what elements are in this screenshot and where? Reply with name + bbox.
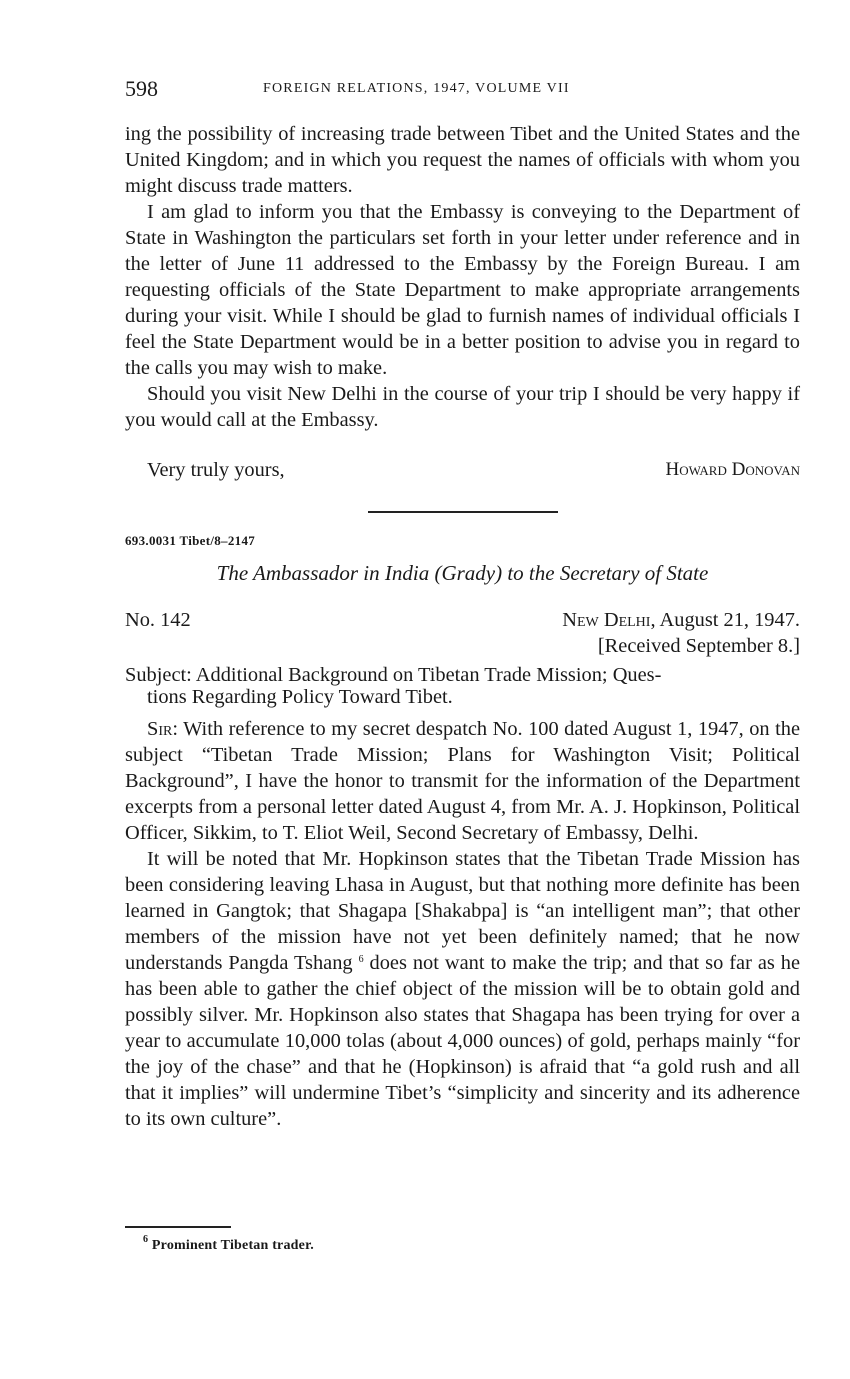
page-header — [125, 76, 800, 104]
despatch-paragraph-text: With reference to my secret despatch No. 100 dated August 1, 1947, on the subject “Tibetan Trade Mission; Plans for Washington Visit; Political Background”, I have the honor to transmit for the information of the Department excerpts from a personal letter dated August 4, from Mr. A. J. Hopkinson, Political Officer, Sikkim, to T. Eliot Weil, Second Secretary of Embassy, Delhi. — [125, 718, 800, 844]
despatch-paragraph — [125, 716, 800, 846]
letter-closing — [125, 459, 800, 485]
letter-paragraph: Should you visit New Delhi in the course of your trip I should be very happy if you would call at the Embassy. — [125, 383, 800, 431]
despatch-paragraph-text: does not want to make the trip; and that so far as he has been able to gather the chief object of the mission will be to obtain gold and possibly silver. Mr. Hopkinson also states that Shagapa has been trying for over a year to accumulate 10,000 tolas (about 4,000 ounces) of gold, perhaps mainly “for the joy of the chase” and that he (Hopkinson) is afraid that “a gold rush and all that it implies” will undermine Tibet’s “simplicity and sincerity and its adherence to its own culture”. — [125, 952, 801, 1130]
footnote-divider — [125, 1226, 231, 1228]
section-divider — [368, 511, 558, 513]
dateline-date: August 21, 1947. — [655, 609, 800, 631]
signature: Howard Donovan — [665, 459, 800, 480]
footnote-number: 6 — [143, 1234, 149, 1245]
complimentary-close: Very truly yours, — [147, 459, 285, 481]
footnote-text: Prominent Tibetan trader. — [151, 1238, 314, 1253]
salutation: Sir: — [147, 718, 179, 740]
dateline-place: New Delhi, — [562, 609, 656, 631]
subject-line — [125, 664, 800, 708]
subject-line-1: Subject: Additional Background on Tibetan Trade Mission; Ques- — [125, 664, 662, 686]
subject-line-2: tions Regarding Policy Toward Tibet. — [147, 686, 453, 708]
file-reference: 693.0031 Tibet/8–2147 — [125, 533, 256, 548]
despatch-number: No. 142 — [125, 609, 191, 631]
despatch-paragraph-text: It will be noted that Mr. Hopkinson states that the Tibetan Trade Mission has been considering leaving Lhasa in August, but that nothing more definite has been learned in Gangtok; that Shagapa [Shakabpa] is “an intelligent man”; that other members of the mission have not yet been definitely named; that he now understands Pangda Tshang — [125, 848, 800, 974]
footnote-marker: 6 — [358, 954, 364, 965]
dateline — [562, 609, 800, 632]
despatch-paragraph — [125, 846, 800, 1132]
page-number: 598 — [125, 76, 158, 101]
letter-body — [125, 121, 800, 433]
footnote — [143, 1234, 314, 1254]
document-title: The Ambassador in India (Grady) to the Secretary of State — [216, 561, 709, 585]
running-head: FOREIGN RELATIONS, 1947, VOLUME VII — [263, 81, 570, 96]
received-note: [Received September 8.] — [597, 635, 800, 657]
despatch-body — [125, 716, 800, 1132]
letter-paragraph: I am glad to inform you that the Embassy is conveying to the Department of State in Washington the particulars set forth in your letter under reference and in the letter of June 11 addressed to the Embassy by the Foreign Bureau. I am requesting officials of the State Department to make appropriate arrangements during your visit. While I should be glad to furnish names of individual officials I feel the State Department would be in a better position to advise you in regard to the calls you may wish to make. — [125, 201, 800, 379]
document-meta — [125, 609, 800, 661]
letter-paragraph: ing the possibility of increasing trade between Tibet and the United States and the United Kingdom; and in which you request the names of officials with whom you might discuss trade matters. — [125, 123, 800, 197]
